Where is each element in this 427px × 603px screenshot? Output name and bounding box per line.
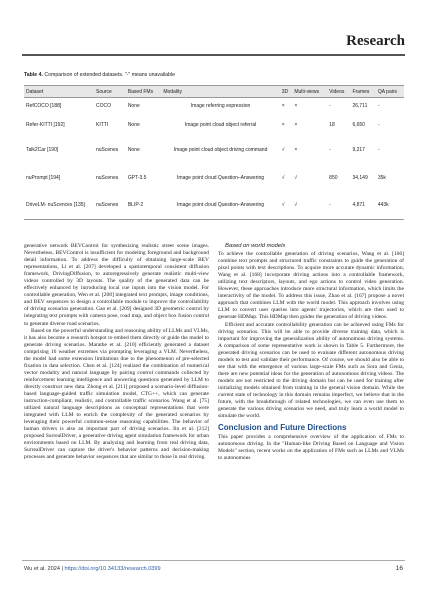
table-caption-text: Comparison of extended datasets. "-" means unavailable xyxy=(44,72,175,78)
cell-source: COCO xyxy=(96,103,111,110)
cell-qa-pairs: - xyxy=(377,146,380,153)
col-header-dataset: Dataset xyxy=(24,86,94,98)
cell-based-fms: GPT-3.5 xyxy=(127,174,147,181)
cell-based-fms: None xyxy=(127,103,140,110)
table-row xyxy=(24,115,404,136)
cell-frames: 34,149 xyxy=(352,174,368,181)
table-row xyxy=(24,164,404,192)
cell-3d: √ xyxy=(281,146,285,153)
cell-frames: 4,871 xyxy=(350,192,375,220)
cell-based-fms: BLIP-2 xyxy=(126,192,162,220)
cell-multi-views: × xyxy=(294,122,298,128)
cell-modality: Image referring expression xyxy=(190,103,251,110)
cell-3d: × xyxy=(281,103,285,110)
table-caption xyxy=(24,72,404,78)
cell-3d: × xyxy=(281,122,285,128)
body-paragraph: To achieve the controllable generation of driving scenarios, Wang et al. [166] combine text prompts and structured traffic constraints to guide the generation of pixel points with text descriptions. To acquire more accurate dynamic information, Wang et al. [168] incorporate driving actions into a controllable framework, utilizing text descriptors, layouts, and ego actions to control video generation. However, these approaches introduce more structural information, which limits the interactivity of the model. To address this issue, Zhao et al. [167] propose a novel approach that combines LLM with the world model. This approach involves using LLM to convert user queries into agents' trajectories, which are then used to generate HDMap. This HDMap then guides the generation of driving videos. xyxy=(218,251,404,321)
cell-dataset: DriveLM- nuScences [135] xyxy=(24,192,94,220)
cell-videos: - xyxy=(327,192,350,220)
cell-source: nuScenes xyxy=(94,192,126,220)
cell-source: KITTI xyxy=(96,122,109,128)
cell-qa-pairs: - xyxy=(377,122,380,128)
cell-modality: Image point cloud Question–Answering xyxy=(177,174,265,181)
cell-qa-pairs: 35k xyxy=(377,174,386,181)
col-header-modality: Modality xyxy=(161,86,279,98)
doi-link[interactable]: https://doi.org/10.34133/research.0399 xyxy=(64,566,161,572)
cell-3d: √ xyxy=(280,192,293,220)
cell-multi-views: √ xyxy=(294,174,298,181)
col-header-multi-views: Multi-views xyxy=(292,86,327,98)
body-paragraph: This paper provides a comprehensive overview of the application of FMs to autonomous driving. In the "Human-like Driving Based on Language and Vision Models" section, recent works on the application of FMs such as LLMs and VLMs to autonomous xyxy=(218,434,404,462)
cell-dataset: RefCOCO [188] xyxy=(26,103,62,110)
cell-videos: - xyxy=(329,146,331,153)
cell-3d: √ xyxy=(281,174,285,181)
col-header-videos: Videos xyxy=(327,86,350,98)
cell-multi-views: × xyxy=(294,146,298,153)
table-row xyxy=(24,192,404,220)
cell-dataset: Refer-KITTI [192] xyxy=(26,122,65,128)
cell-frames: 9,217 xyxy=(352,146,365,153)
col-header-3d: 3D xyxy=(280,86,293,98)
cell-qa-pairs: 443k xyxy=(376,192,404,220)
footer-author-year: Wu et al. 2024 | xyxy=(24,566,63,572)
col-header-frames: Frames xyxy=(350,86,375,98)
cell-videos: 850 xyxy=(329,174,338,181)
subsection-heading: Based on world models xyxy=(225,243,286,249)
cell-frames: 6,650 xyxy=(352,122,365,128)
cell-videos: - xyxy=(329,103,331,110)
cell-dataset: nuPrompt [194] xyxy=(26,174,61,181)
comparison-table xyxy=(24,85,404,220)
journal-section-title: Research xyxy=(346,33,405,49)
table-row xyxy=(24,136,404,164)
cell-modality: Image point cloud object referral xyxy=(184,122,257,128)
cell-source: nuScenes xyxy=(96,146,119,153)
cell-modality: Image point cloud Question–Answering xyxy=(161,192,279,220)
body-paragraph: Efficient and accurate controllability generation can be achieved using FMs for driving scenarios. This will be able to provide diverse training data, which is important for improving the generalization ability of autonomous driving systems. A comparison of some representative work is shown in Table 5. Furthermore, the generated driving scenarios can be used to evaluate different autonomous driving models to test and validate their performance. Of course, we should also be able to see that with the emergence of various large-scale FMs such as Sora and Genia, there are new potential ideas for the generation of autonomous driving videos. The models are not restricted to the driving domain but can be used for training after initializing models obtained from training in the general vision domain. While the current state of technology in this domain remains imperfect, we believe that in the future, with the breakthrough of related technologies, we can even use them to generate the various driving scenarios we need, and truly learn a world model to simulate the world. xyxy=(218,321,404,420)
body-paragraph: Based on the powerful understanding and reasoning ability of LLMs and VLMs, it has also become a research hotspot to embed them directly or guide the model to generate driving scenarios. Marathe et al. [210] efficiently generated a dataset comprising 16 weather extremes via prompting leveraging a VLM. Nevertheless, the model had some extension limitations due to the phenomenon of pre-selected fixation in data selection. Chen et al. [124] realized the combination of numerical vector modality and natural language by pairing control commands collected by reinforcement learning intelligence and answering questions generated by LLM to directly construct new data. Zhong et al. [211] proposed a scenario-level diffusion-based language-guided traffic simulation model, CTG++, which can generate instruction-compliant, realistic, and controllable traffic scenarios. Wang et al. [75] utilized natural language descriptions as conceptual representations that were integrated with LLM to enrich the complexity of the generated scenarios by leveraging their powerful common-sense reasoning capabilities. The behavior of human drivers is also an important part of driving scenarios. Jin et al. [212] proposed SurrealDriver, a generative driving agent simulation framework for urban environments based on LLM. By analyzing and learning from real driving data, SurrealDriver can capture the driver's behavior patterns and decision-making processes and generate behavior sequences that are similar to those in real driving. xyxy=(24,327,209,461)
col-header-based-fms: Based FMs xyxy=(126,86,162,98)
cell-source: nuScenes xyxy=(96,174,119,181)
page-number: 16 xyxy=(395,565,403,572)
header-divider xyxy=(22,54,405,56)
section-heading: Conclusion and Future Directions xyxy=(218,423,347,433)
right-text-column xyxy=(218,243,404,462)
footer-divider xyxy=(22,560,405,561)
cell-frames: 26,711 xyxy=(352,103,368,110)
cell-multi-views: √ xyxy=(292,192,327,220)
table-label: Table 4. xyxy=(24,72,43,78)
cell-modality: Image point cloud object driving command xyxy=(173,146,268,153)
body-paragraph: generative network BEVControl for synthesizing realistic street scene images. Nevertheless, BEVControl is insufficient for modeling foreground and background detail information. To address the difficulty of obtaining large-scale BEV representations, Li et al. [207] developed a spatiotemporal consistent diffusion framework, DrivingDiffusion, to autoregressively generate realistic multi-view videos controlled by 3D layouts. The quality of the generated data can be effectively enhanced by introducing local cue inputs into the vision model. For controllable generation, Wen et al. [208] integrated text prompts, image conditions, and BEV sequences to design a controllable module to improve the controllability of driving scenarios generation. Gao et al. [209] designed 3D geometric control by integrating text prompts with camera pose, road map, and object box fusion control to generate diverse road scenarios. xyxy=(24,243,209,327)
table-header-row xyxy=(24,86,404,98)
left-text-column xyxy=(24,243,209,461)
footer-citation xyxy=(24,566,161,572)
cell-dataset: Talk2Car [190] xyxy=(26,146,59,153)
cell-based-fms: None xyxy=(127,122,140,128)
cell-multi-views: × xyxy=(294,103,298,110)
col-header-qa-pairs: QA pairs xyxy=(376,86,404,98)
cell-videos: 18 xyxy=(329,122,335,128)
col-header-source: Source xyxy=(94,86,126,98)
cell-qa-pairs: - xyxy=(377,103,380,110)
table-row xyxy=(24,98,404,115)
cell-based-fms: None xyxy=(127,146,140,153)
